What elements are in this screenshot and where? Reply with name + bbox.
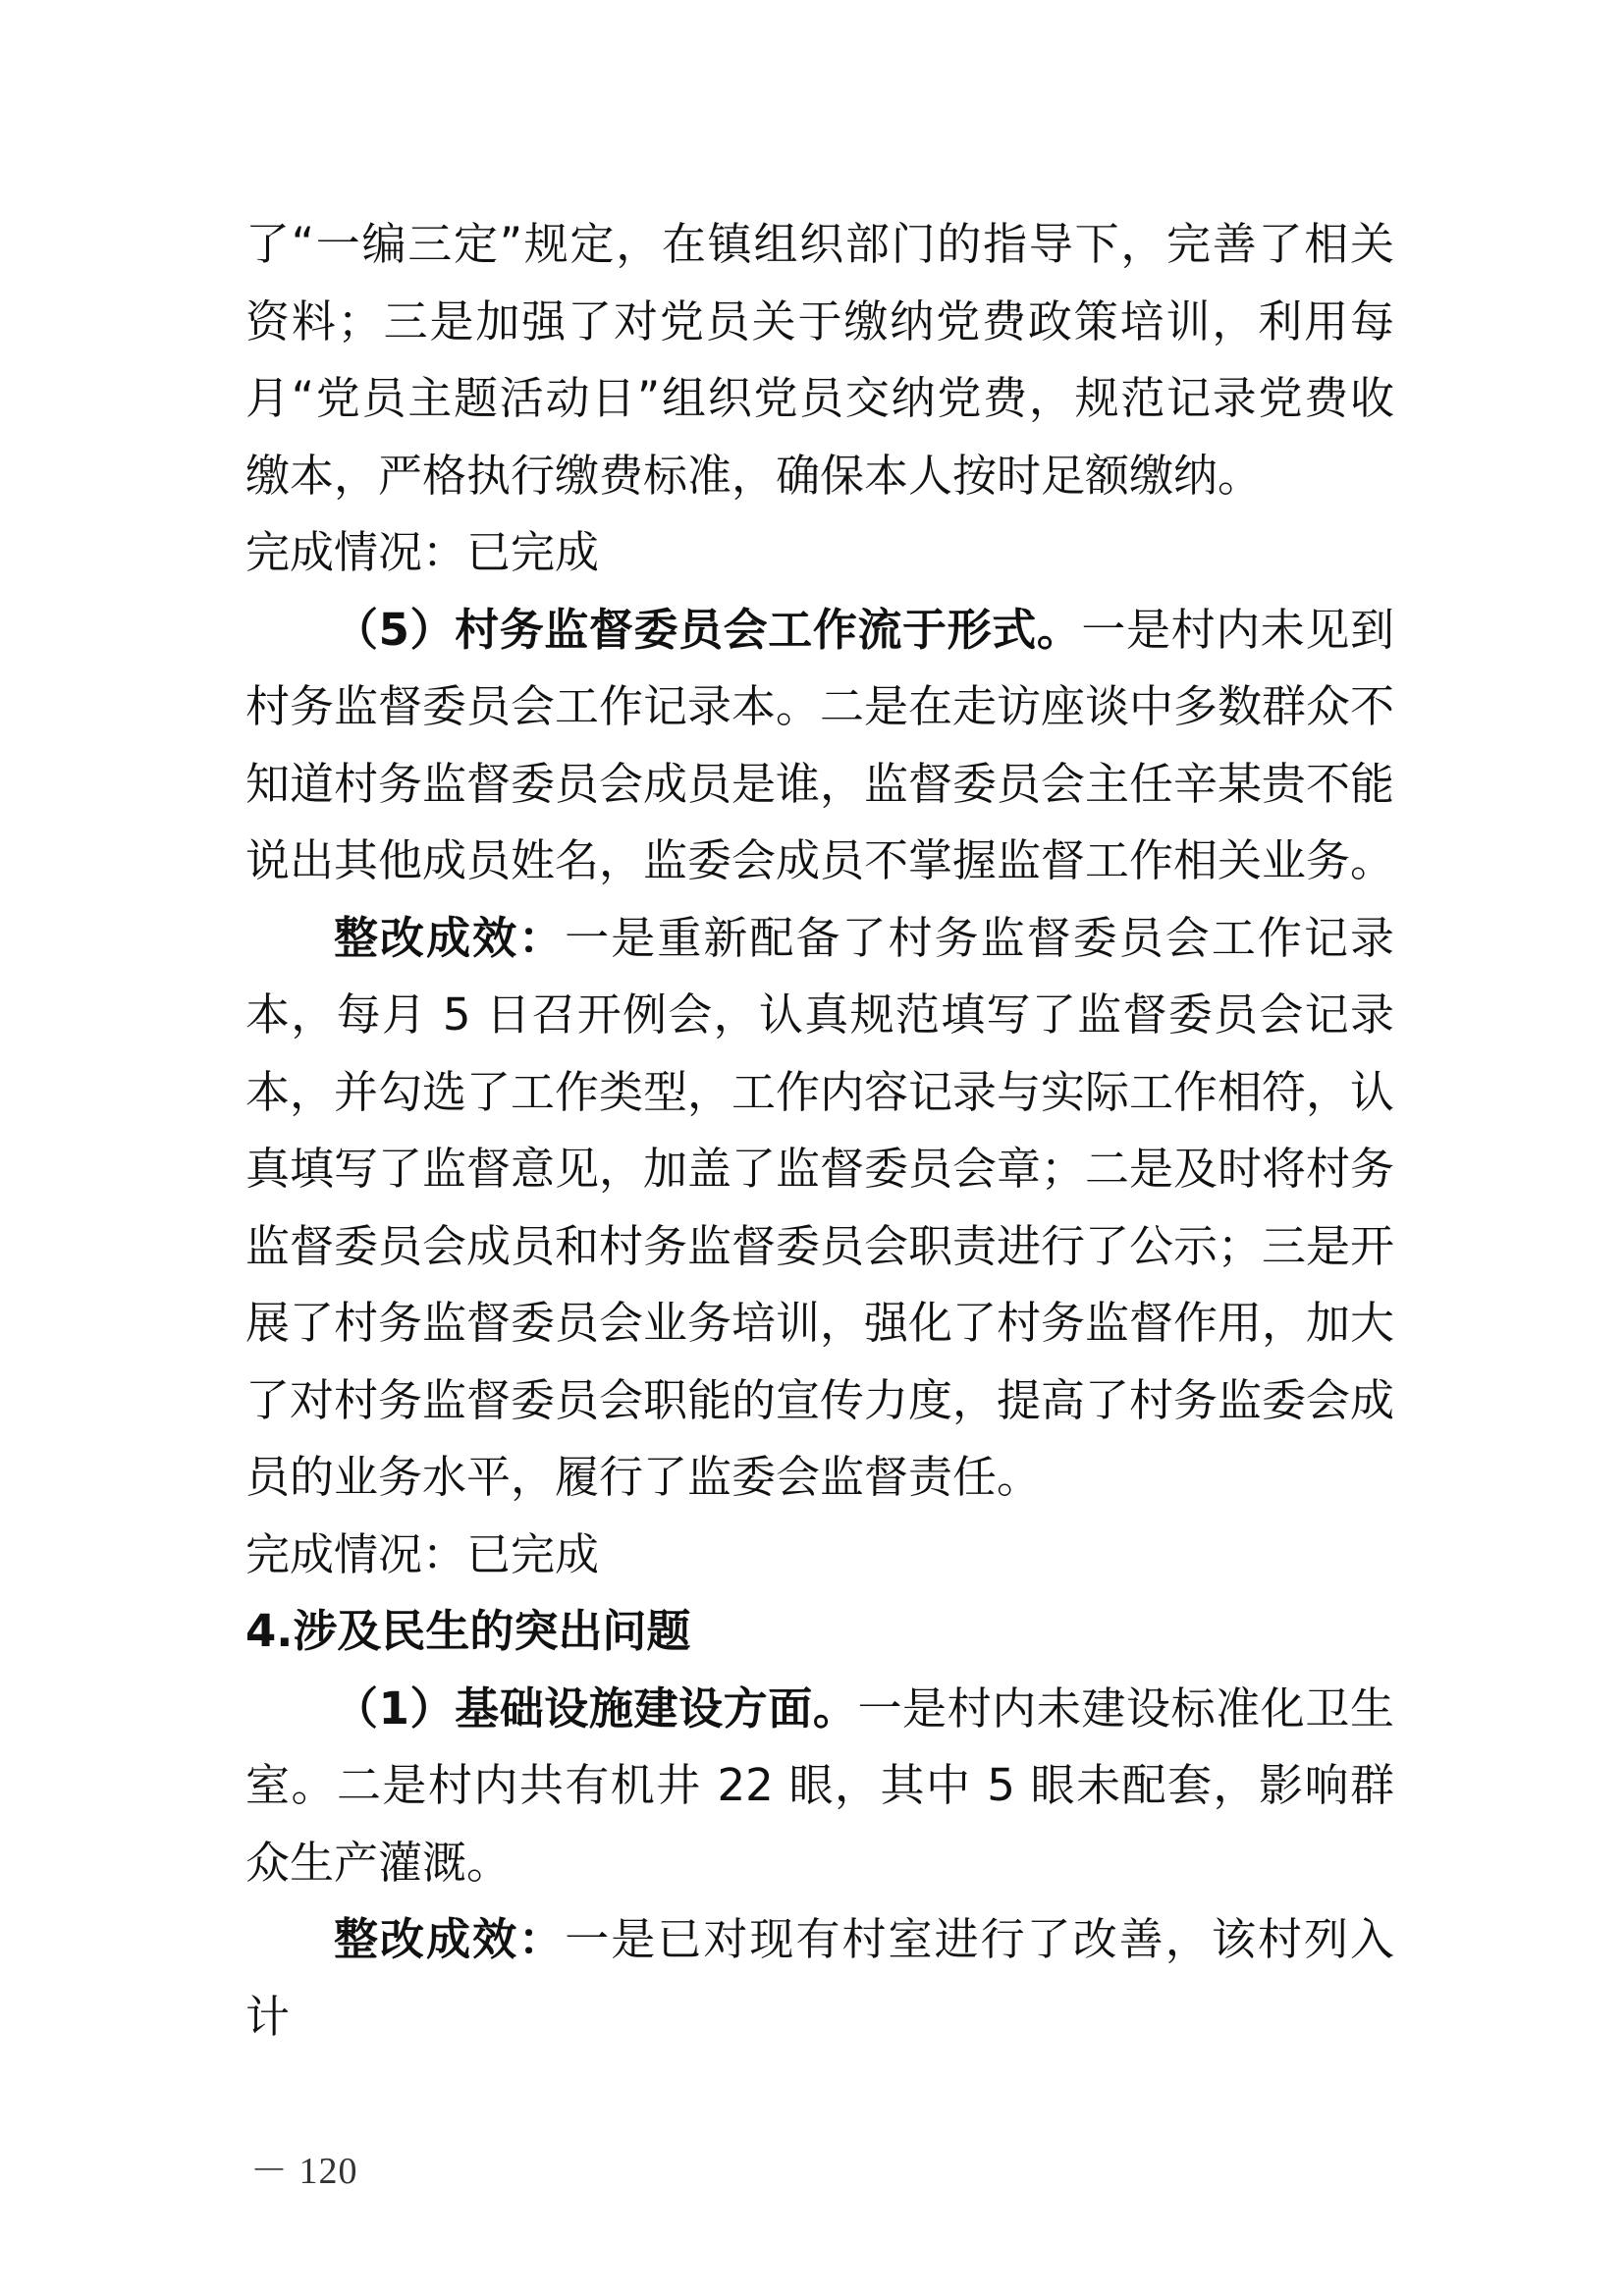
issue-text: 一是村内未见到村务监督委员会工作记录本。二是在走访座谈中多数群众不知道村务监督委员会成员是谁，监督委员会主任辛某贵不能说出其他成员姓名，监委会成员不掌握监督工作相关业务。 bbox=[245, 603, 1395, 886]
completion-status: 完成情况：已完成 bbox=[245, 526, 600, 578]
document-body bbox=[245, 206, 1394, 2056]
rectification-result-5 bbox=[245, 900, 1394, 1517]
section-heading: 4.涉及民生的突出问题 bbox=[245, 1605, 691, 1657]
issue-item-5 bbox=[245, 592, 1394, 900]
issue-heading: （1）基础设施建设方面。 bbox=[334, 1682, 858, 1735]
issue-heading: （5）村务监督委员会工作流于形式。 bbox=[334, 603, 1082, 656]
rectification-result-1 bbox=[245, 1901, 1394, 2056]
issue-text: 一是村内未建设标准化卫生室。二是村内共有机井 22 眼，其中 5 眼未配套，影响群众生产灌溉。 bbox=[245, 1682, 1394, 1889]
issue-item-1 bbox=[245, 1671, 1394, 1902]
rectification-label: 整改成效： bbox=[334, 911, 566, 964]
paragraph-party-dues: 了“一编三定”规定，在镇组织部门的指导下，完善了相关资料；三是加强了对党员关于缴纳党费政策培训，利用每月“党员主题活动日”组织党员交纳党费，规范记录党费收缴本，严格执行缴费标准，确保本人按时足额缴纳。 bbox=[245, 218, 1394, 502]
page-number: － 120 bbox=[250, 2151, 358, 2192]
rectification-text: 一是重新配备了村务监督委员会工作记录本，每月 5 日召开例会，认真规范填写了监督委员会记录本，并勾选了工作类型，工作内容记录与实际工作相符，认真填写了监督意见，加盖了监督委员会章；二是及时将村务监督委员会成员和村务监督委员会职责进行了公示；三是开展了村务监督委员会业务培训，强化了村务监督作用，加大了对村务监督委员会职能的宣传力度，提高了村务监委会成员的业务水平，履行了监委会监督责任。 bbox=[245, 911, 1395, 1503]
rectification-text: 一是已对现有村室进行了改善，该村列入计 bbox=[245, 1913, 1394, 2043]
rectification-label: 整改成效： bbox=[334, 1913, 566, 1965]
completion-status: 完成情况：已完成 bbox=[245, 1527, 600, 1580]
